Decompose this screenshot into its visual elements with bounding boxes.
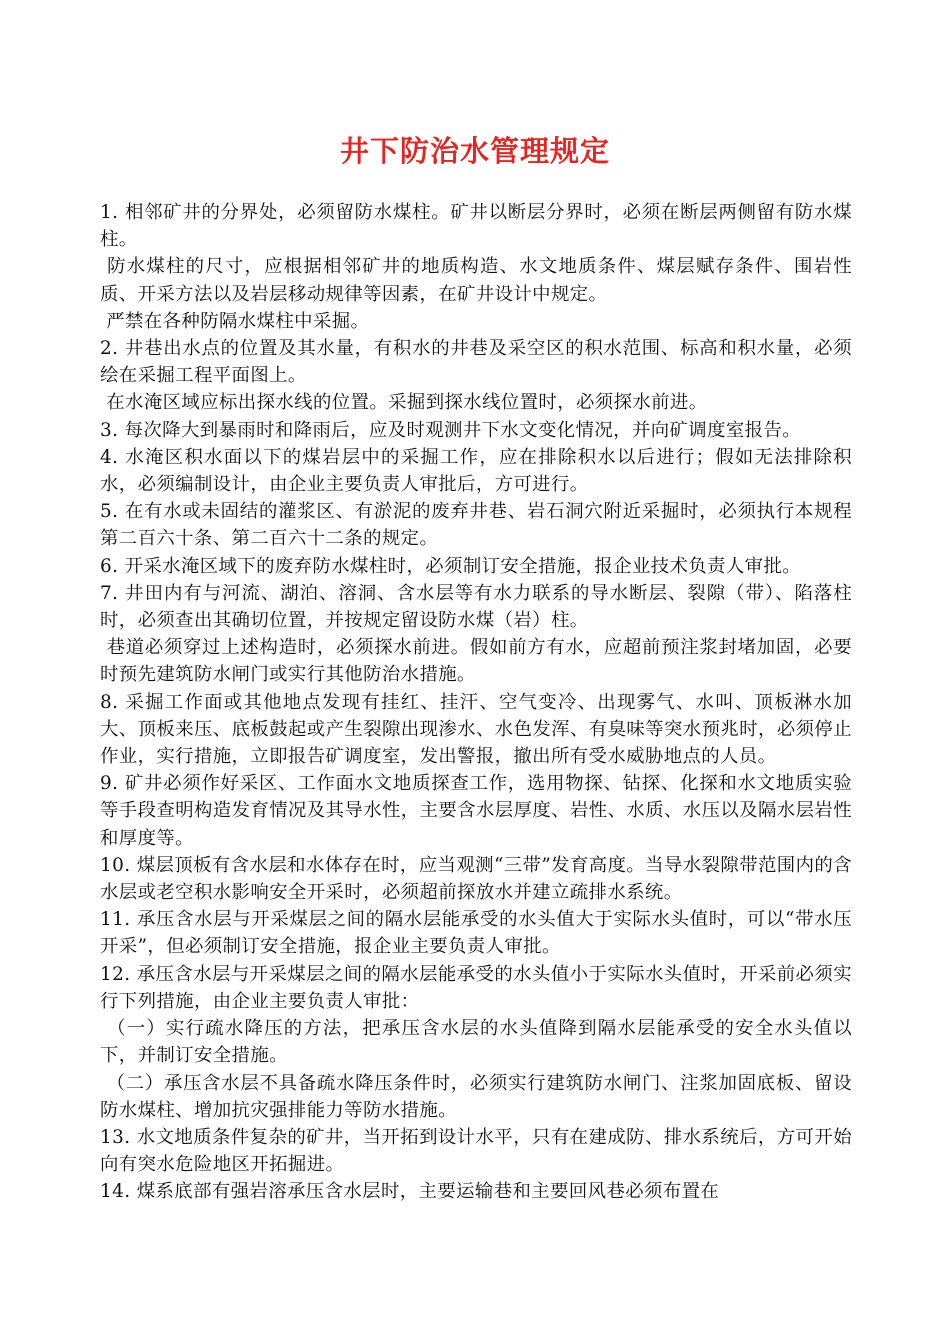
- paragraph: 巷道必须穿过上述构造时，必须探水前进。假如前方有水，应超前预注浆封堵加固，必要时预先建筑防水闸门或实行其他防治水措施。: [100, 637, 852, 686]
- paragraph: 在水淹区域应标出探水线的位置。采掘到探水线位置时，必须探水前进。: [100, 392, 708, 414]
- paragraph: （一）实行疏水降压的方法，把承压含水层的水头值降到隔水层能承受的安全水头值以下，并制订安全措施。: [100, 1018, 853, 1067]
- paragraph: 12. 承压含水层与开采煤层之间的隔水层能承受的水头值小于实际水头值时，开采前必须实行下列措施，由企业主要负责人审批：: [100, 963, 852, 1012]
- paragraph: 14. 煤系底部有强岩溶承压含水层时，主要运输巷和主要回风巷必须布置在: [100, 1181, 720, 1203]
- paragraph: 防水煤柱的尺寸，应根据相邻矿井的地质构造、水文地质条件、煤层赋存条件、围岩性质、开采方法以及岩层移动规律等因素，在矿井设计中规定。: [100, 256, 853, 305]
- paragraph: 4. 水淹区积水面以下的煤岩层中的采掘工作，应在排除积水以后进行；假如无法排除积水，必须编制设计，由企业主要负责人审批后，方可进行。: [100, 446, 852, 496]
- paragraph: 7. 井田内有与河流、湖泊、溶洞、含水层等有水力联系的导水断层、裂隙（带）、陷落柱时，必须查出其确切位置，并按规定留设防水煤（岩）柱。: [100, 582, 852, 632]
- paragraph: 8. 采掘工作面或其他地点发现有挂红、挂汗、空气变冷、出现雾气、水叫、顶板淋水加大、顶板来压、底板鼓起或产生裂隙出现渗水、水色发浑、有臭味等突水预兆时，必须停止作业，实行措施，立即报告矿调度室，发出警报，撤出所有受水威胁地点的人员。: [100, 691, 852, 768]
- paragraph: 6. 开采水淹区域下的废弃防水煤柱时，必须制订安全措施，报企业技术负责人审批。: [100, 555, 802, 577]
- document-title: 井下防治水管理规定: [339, 134, 610, 168]
- paragraph: 13. 水文地质条件复杂的矿井，当开拓到设计水平，只有在建成防、排水系统后，方可开始向有突水危险地区开拓掘进。: [100, 1126, 852, 1176]
- paragraph: （二）承压含水层不具备疏水降压条件时，必须实行建筑防水闸门、注浆加固底板、留设防水煤柱、增加抗灾强排能力等防水措施。: [100, 1072, 852, 1121]
- paragraph: 1. 相邻矿井的分界处，必须留防水煤柱。矿井以断层分界时，必须在断层两侧留有防水煤柱。: [100, 202, 852, 251]
- paragraph: 2. 井巷出水点的位置及其水量，有积水的井巷及采空区的积水范围、标高和积水量，必须绘在采掘工程平面图上。: [100, 338, 852, 387]
- document-body: [100, 199, 852, 1206]
- paragraph: 3. 每次降大到暴雨时和降雨后，应及时观测井下水文变化情况，并向矿调度室报告。: [100, 419, 802, 441]
- paragraph: 5. 在有水或未固结的灌浆区、有淤泥的废弃井巷、岩石洞穴附近采掘时，必须执行本规程第二百六十条、第二百六十二条的规定。: [100, 501, 852, 550]
- paragraph: 9. 矿井必须作好采区、工作面水文地质探查工作，选用物探、钻探、化探和水文地质实验等手段查明构造发育情况及其导水性，主要含水层厚度、岩性、水质、水压以及隔水层岩性和厚度等。: [100, 773, 852, 849]
- paragraph: 11. 承压含水层与开采煤层之间的隔水层能承受的水头值大于实际水头值时，可以“带水压开采”，但必须制订安全措施，报企业主要负责人审批。: [100, 909, 852, 958]
- paragraph: 10. 煤层顶板有含水层和水体存在时，应当观测“三带”发育高度。当导水裂隙带范围内的含水层或老空积水影响安全开采时，必须超前探放水并建立疏排水系统。: [100, 854, 852, 904]
- paragraph: 严禁在各种防隔水煤柱中采掘。: [100, 310, 370, 332]
